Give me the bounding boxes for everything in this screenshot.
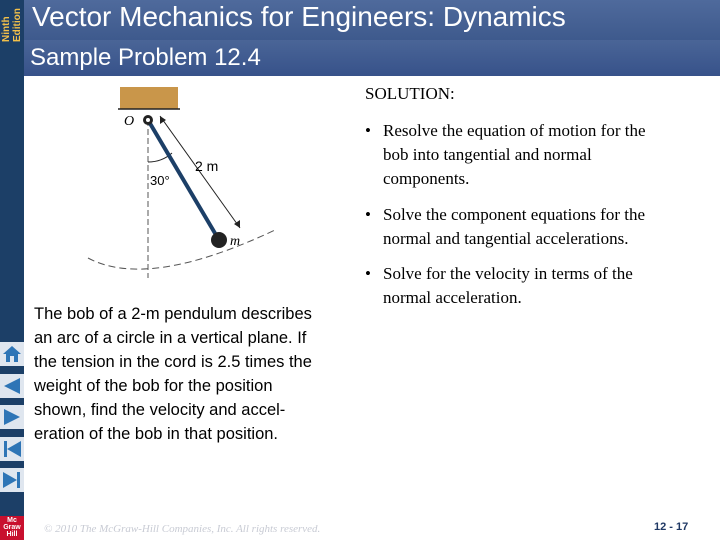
previous-slide-icon[interactable]: [0, 374, 24, 398]
angle-label: 30°: [150, 173, 170, 188]
problem-line: The bob of a 2-m pendulum describes: [34, 305, 312, 323]
copyright-notice: © 2010 The McGraw-Hill Companies, Inc. All rights reserved.: [44, 523, 321, 535]
bullet-line: Solve for the velocity in terms of the: [383, 264, 633, 283]
logo-text: Mc Graw Hill: [3, 517, 21, 538]
pivot-point-center: [146, 118, 150, 122]
page-title: Vector Mechanics for Engineers: Dynamics: [32, 1, 566, 32]
page-number: 12 - 17: [654, 521, 689, 533]
problem-line: eration of the bob in that position.: [34, 425, 279, 443]
bullet-line: normal and tangential accelerations.: [383, 229, 629, 248]
last-slide-icon[interactable]: [0, 468, 24, 492]
bullet-dot: •: [365, 264, 371, 283]
home-icon[interactable]: [0, 342, 24, 366]
ceiling-support: [120, 87, 178, 109]
edition-label: [0, 0, 24, 44]
solution-bullet: [365, 262, 710, 310]
problem-line: shown, find the velocity and accel-: [34, 401, 286, 419]
title-bar: [24, 0, 720, 40]
problem-line: an arc of a circle in a vertical plane. If: [34, 329, 307, 347]
subtitle-bar: [24, 40, 720, 76]
next-slide-icon[interactable]: [0, 405, 24, 429]
bullet-line: Resolve the equation of motion for the: [383, 121, 646, 140]
pendulum-bob: [211, 232, 227, 248]
bullet-dot: •: [365, 121, 371, 140]
problem-statement: [34, 302, 354, 446]
bullet-line: normal acceleration.: [383, 288, 522, 307]
mcgraw-hill-logo: [0, 516, 24, 540]
bullet-line: Solve the component equations for the: [383, 205, 646, 224]
mass-label: m: [230, 234, 241, 249]
length-label: 2 m: [195, 158, 219, 174]
bullet-dot: •: [365, 205, 371, 224]
pivot-label: O: [124, 114, 135, 129]
solution-bullet: [365, 203, 710, 251]
solution-heading: SOLUTION:: [365, 84, 455, 103]
problem-line: the tension in the cord is 2.5 times the: [34, 353, 312, 371]
solution-bullet: [365, 119, 710, 191]
bullet-line: bob into tangential and normal: [383, 145, 592, 164]
page-subtitle: Sample Problem 12.4: [30, 44, 261, 71]
edition-text: Ninth Edition: [1, 8, 23, 42]
swing-arc: [88, 230, 275, 269]
problem-line: weight of the bob for the position: [34, 377, 273, 395]
pendulum-figure: [80, 80, 290, 290]
bullet-line: components.: [383, 169, 470, 188]
first-slide-icon[interactable]: [0, 437, 24, 461]
